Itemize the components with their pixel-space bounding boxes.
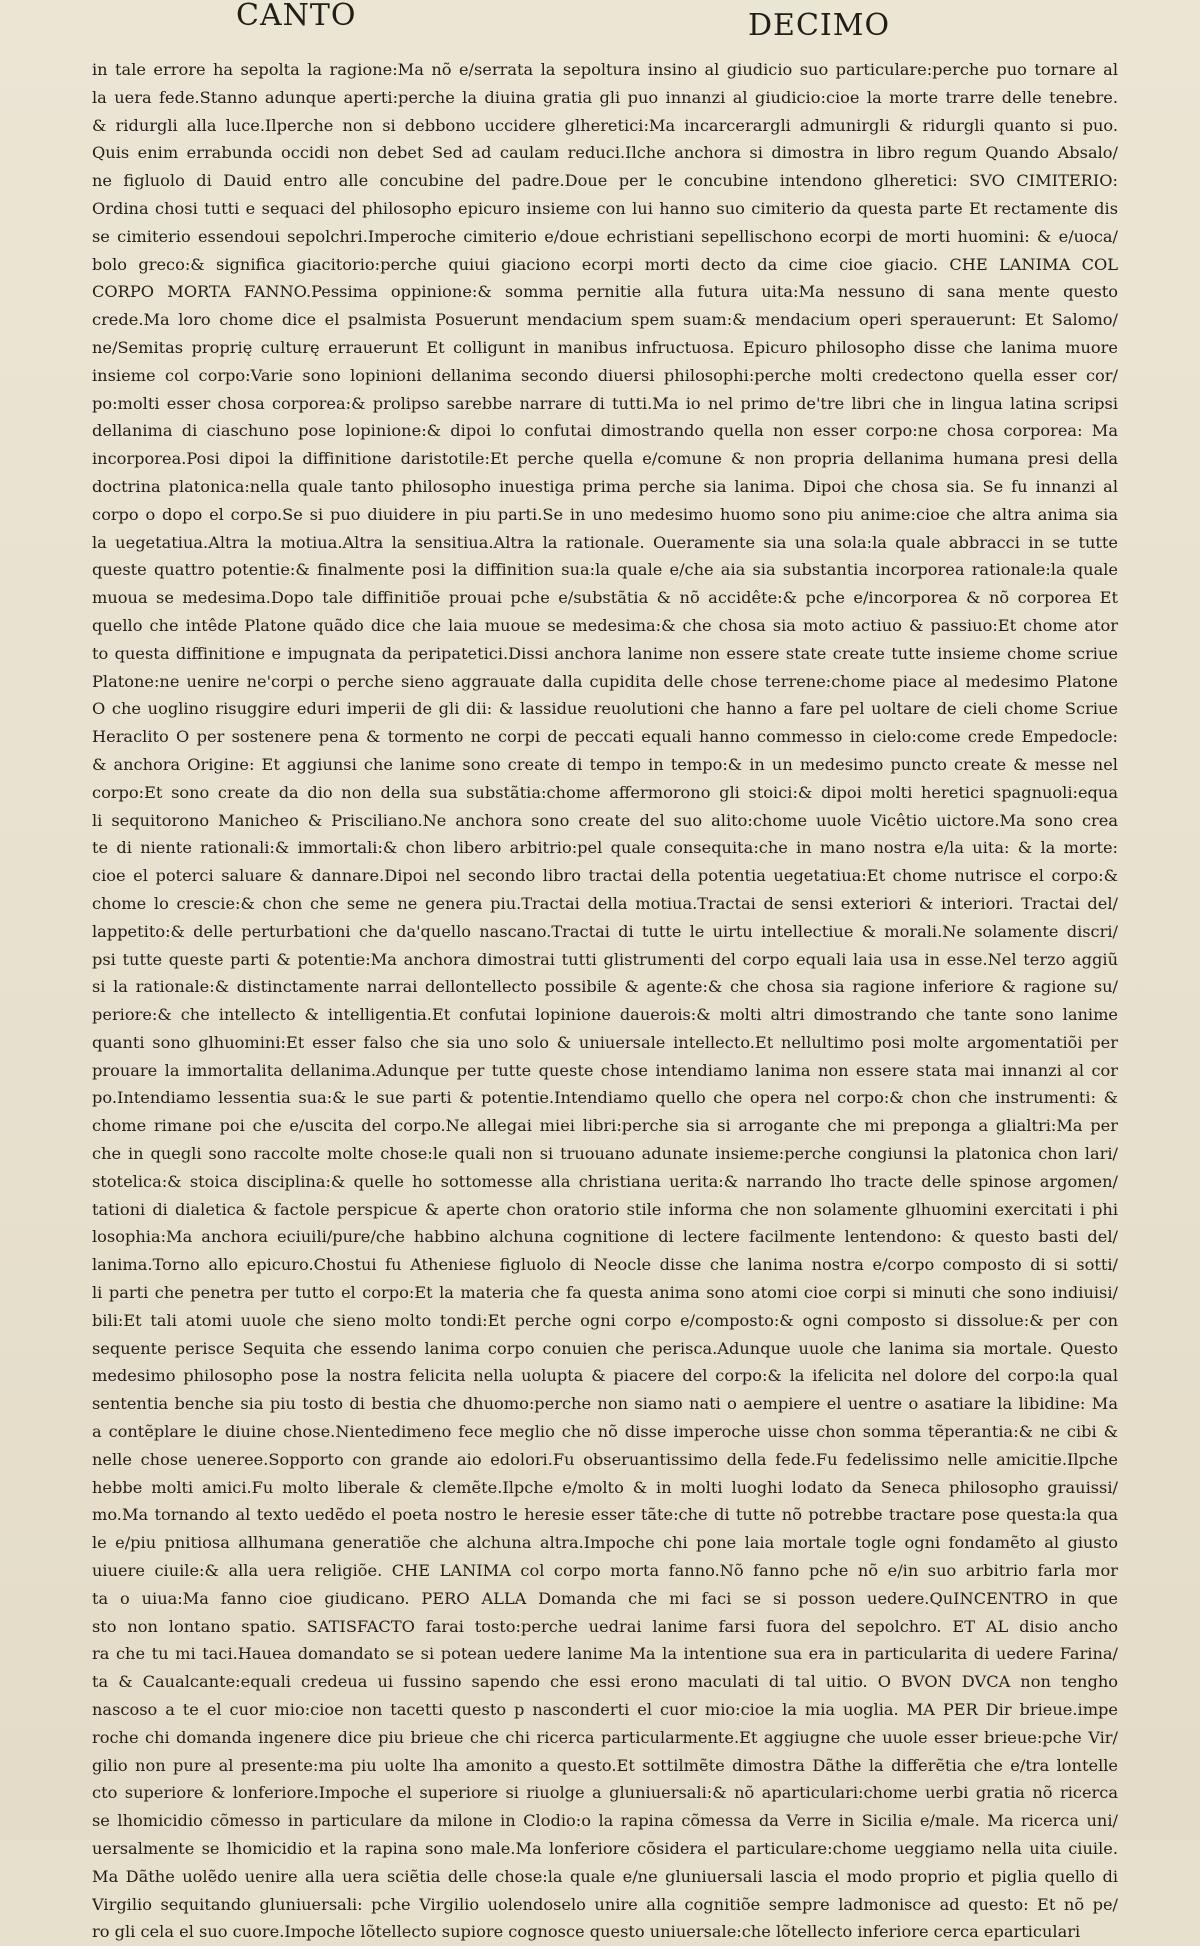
text-line: sto non lontano spatio. SATISFACTO farai tosto:perche uedrai lanime farsi fuora del sepolchro. ET AL disio ancho [92,1616,1118,1636]
text-line: psi tutte queste parti & potentie:Ma anchora dimostrai tutti glistrumenti del corpo equali laia usa in esse.Nel terzo aggiũ [92,949,1118,969]
text-line: se lhomicidio cõmesso in particulare da milone in Clodio:o la rapina cõmessa da Verre in Sicilia e/male. Ma ricerca uni/ [92,1811,1118,1831]
text-line: hebbe molti amici.Fu molto liberale & clemẽte.Ilpche e/molto & in molti luoghi lodato da Seneca philosopho grauissi/ [92,1477,1118,1497]
text-line: losophia:Ma anchora eciuili/pure/che habbino alchuna cognitione di lectere facilmente lentendono: & questo basti del/ [92,1227,1118,1247]
running-header [0,0,1200,60]
text-line: Platone:ne uenire ne'corpi o perche sieno aggrauate dalla cupidita delle chose terrene:chome piace al medesimo Platone [92,671,1118,691]
text-line: Ordina chosi tutti e sequaci del philosopho epicuro insieme con lui hanno suo cimiterio da questa parte Et rectamente dis [92,198,1118,218]
text-line: ta o uiua:Ma fanno cioe giudicano. PERO ALLA Domanda che mi faci se si posson uedere.QuINCENTRO in que [92,1588,1118,1608]
text-line: queste quattro potentie:& finalmente posi la diffinition sua:la quale e/che aia sia substantia incorporea rationale:la quale [92,560,1118,580]
text-line: Ma Dãthe uolẽdo uenire alla uera sciẽtia delle chose:la quale e/ne gluniuersali lascia el modo proprio et piglia quello di [92,1866,1118,1886]
text-line: Quis enim errabunda occidi non debet Sed ad caulam reduci.Ilche anchora si dimostra in libro regum Quando Absalo/ [92,143,1118,163]
text-line: O che uoglino risuggire eduri imperii de gli dii: & lassidue reuolutioni che hanno a fare pel uoltare de cieli chome Scriue [92,699,1118,719]
text-line: cioe el poterci saluare & dannare.Dipoi nel secondo libro tractai della potentia uegetatiua:Et chome nutrisce el corpo:& [92,866,1118,886]
text-line: ro gli cela el suo cuore.Impoche lõtellecto supiore cognosce questo uniuersale:che lõtellecto inferiore cerca eparticulari [92,1922,1081,1942]
text-line: CORPO MORTA FANNO.Pessima oppinione:& somma pernitie alla futura uita:Ma nessuno di sana mente questo [92,282,1118,302]
text-line: po:molti esser chosa corporea:& prolipso sarebbe narrare di tutti.Ma io nel primo de'tre libri che in lingua latina scripsi [92,393,1118,413]
text-line: ne figluolo di Dauid entro alle concubine del padre.Doue per le concubine intendono glheretici: SVO CIMITERIO: [92,171,1118,191]
text-line: to questa diffinitione e impugnata da peripatetici.Dissi anchora lanime non essere state create tutte insieme chome scriue [92,643,1118,663]
text-line: le e/piu pnitiosa allhumana generatiõe che alchuna altra.Impoche chi pone laia mortale togle ogni fondamẽto al giusto [92,1533,1118,1553]
text-line: incorporea.Posi dipoi la diffinitione daristotile:Et perche quella e/comune & non propria dellanima humana presi della [92,449,1118,469]
text-line: si la rationale:& distinctamente narrai dellontellecto possibile & agente:& che chosa sia ragione inferiore & ragione su/ [92,977,1118,997]
text-line: & ridurgli alla luce.Ilperche non si debbono uccidere glheretici:Ma incarcerargli admunirgli & ridurgli quanto si puo. [92,115,1118,135]
header-canto: CANTO [236,0,357,33]
text-line: chome lo crescie:& chon che seme ne genera piu.Tractai della motiua.Tractai de sensi exteriori & interiori. Tractai del/ [92,893,1118,913]
text-line: sequente perisce Sequita che essendo lanima corpo conuien che perisca.Adunque uuole che lanima sia mortale. Questo [92,1338,1118,1358]
text-line: medesimo philosopho pose la nostra felicita nella uolupta & piacere del corpo:& la ifelicita nel dolore del corpo:la qual [92,1366,1118,1386]
text-line: gilio non pure al presente:ma piu uolte lha amonito a questo.Et sottilmẽte dimostra Dãthe la differẽtia che e/tra lontelle [92,1755,1118,1775]
text-line: tationi di dialetica & factole perspicue & aperte chon oratorio stile informa che non solamente glhuomini exercitati i phi [92,1199,1118,1219]
text-line: periore:& che intellecto & intelligentia.Et confutai lopinione dauerois:& molti altri dimostrando che tante sono lanime [92,1005,1118,1025]
text-line: ra che tu mi taci.Hauea domandato se si potean uedere lanime Ma la intentione sua era in particularita di uedere Farina/ [92,1644,1118,1664]
text-line: la uera fede.Stanno adunque aperti:perche la diuina gratia gli puo innanzi al giudicio:cioe la morte trarre delle tenebre. [92,87,1118,107]
text-line: insieme col corpo:Varie sono lopinioni dellanima secondo diuersi philosophi:perche molti credectono quella esser cor/ [92,365,1118,385]
text-line: stotelica:& stoica disciplina:& quelle ho sottomesse alla christiana uerita:& narrando lho tracte delle spinose argomen/ [92,1171,1118,1191]
text-line: prouare la immortalita dellanima.Adunque per tutte queste chose intendiamo lanima non essere stata mai innanzi al cor [92,1060,1118,1080]
text-line: chome rimane poi che e/uscita del corpo.Ne allegai miei libri:perche sia si arrogante che mi preponga a glialtri:Ma per [92,1116,1118,1136]
text-line: muoua se medesima.Dopo tale diffinitiõe prouai pche e/substãtia & nõ accidête:& pche e/incorporea & nõ corporea Et [92,588,1118,608]
text-line: cto superiore & lonferiore.Impoche el superiore si riuolge a gluniuersali:& nõ aparticulari:chome uerbi gratia nõ ricerca [92,1783,1118,1803]
text-line: a contẽplare le diuine chose.Nientedimeno fece meglio che nõ disse imperoche uisse chon somma tẽperantia:& ne cibi & [92,1422,1118,1442]
text-line: la uegetatiua.Altra la motiua.Altra la sensitiua.Altra la rationale. Oueramente sia una sola:la quale abbracci in se tutte [92,532,1118,552]
text-line: te di niente rationali:& immortali:& chon libero arbitrio:pel quale consequita:che in mano nostra e/la uita: & la morte: [92,838,1118,858]
text-line: che in quegli sono raccolte molte chose:le quali non si truouano adunate insieme:perche congiunsi la platonica chon lari/ [92,1144,1118,1164]
text-line: lappetito:& delle perturbationi che da'quello nascano.Tractai di tutte le uirtu intellectiue & morali.Ne solamente discri/ [92,921,1118,941]
text-line: & anchora Origine: Et aggiunsi che lanime sono create di tempo in tempo:& in un medesimo puncto create & messe nel [92,754,1118,774]
text-line: se cimiterio essendoui sepolchri.Imperoche cimiterio e/doue echristiani sepellischono ecorpi de morti huomini: & e/uoca/ [92,226,1118,246]
text-line: sententia benche sia piu tosto di bestia che dhuomo:perche non siamo nati o aempiere el uentre o asatiare la libidine: Ma [92,1394,1118,1414]
header-decimo: DECIMO [748,8,891,43]
text-line: bolo greco:& significa giacitorio:perche quiui giaciono ecorpi morti decto da cime cioe giacio. CHE LANIMA COL [92,254,1118,274]
text-line: nelle chose ueneree.Sopporto con grande aio edolori.Fu obseruantissimo della fede.Fu fedelissimo nelle amicitie.Ilpche [92,1449,1118,1469]
text-line: corpo:Et sono create da dio non della sua substãtia:chome affermorono gli stoici:& dipoi molti heretici spagnuoli:equa [92,782,1118,802]
text-line: roche chi domanda ingenere dice piu brieue che chi ricerca particularmente.Et aggiugne che uuole esser brieue:pche Vir/ [92,1727,1118,1747]
text-line: crede.Ma loro chome dice el psalmista Posuerunt mendacium spem suam:& mendacium operi sperauerunt: Et Salomo/ [92,310,1118,330]
text-line: quello che intêde Platone quãdo dice che laia muoue se medesima:& che chosa sia moto actiuo & passiuo:Et chome ator [92,615,1118,635]
text-line: lanima.Torno allo epicuro.Chostui fu Atheniese figluolo di Neocle disse che lanima nostra e/corpo composto di si sotti/ [92,1255,1118,1275]
text-line: in tale errore ha sepolta la ragione:Ma nõ e/serrata la sepoltura insino al giudicio suo particulare:perche puo tornare al [92,60,1118,79]
text-line: po.Intendiamo lessentia sua:& le sue parti & potentie.Intendiamo quello che opera nel corpo:& chon che instrumenti: & [92,1088,1118,1108]
text-line: mo.Ma tornando al texto uedẽdo el poeta nostro le heresie esser tãte:che di tutte nõ potrebbe tractare pose questa:la qua [92,1505,1118,1525]
text-line: li parti che penetra per tutto el corpo:Et la materia che fa questa anima sono atomi cioe corpi si minuti che sono indiuisi/ [92,1283,1118,1303]
text-line: uiuere ciuile:& alla uera religiõe. CHE LANIMA col corpo morta fanno.Nõ fanno pche nõ e/in suo arbitrio farla mor [92,1561,1118,1581]
text-line: doctrina platonica:nella quale tanto philosopho inuestiga prima perche sia lanima. Dipoi che chosa sia. Se fu innanzi al [92,476,1118,496]
text-line: Virgilio sequitando gluniuersali: pche Virgilio uolendoselo unire alla cognitiõe sempre ladmonisce ad questo: Et nõ pe/ [92,1894,1118,1914]
text-line: li sequitorono Manicheo & Prisciliano.Ne anchora sono create del suo alito:chome uuole Vicêtio uictore.Ma sono crea [92,810,1118,830]
text-line: bili:Et tali atomi uuole che sieno molto tondi:Et perche ogni corpo e/composto:& ogni composto si dissolue:& per con [92,1310,1118,1330]
text-line: Heraclito O per sostenere pena & tormento ne corpi de peccati equali hanno commesso in cielo:come crede Empedocle: [92,727,1118,747]
text-line: quanti sono glhuomini:Et esser falso che sia uno solo & uniuersale intellecto.Et nellultimo posi molte argomentatiõi per [92,1032,1118,1052]
text-line: ta & Caualcante:equali credeua ui fussino sapendo che essi erono maculati di tal uitio. O BVON DVCA non tengho [92,1672,1118,1692]
text-line: corpo o dopo el corpo.Se si puo diuidere in piu parti.Se in uno medesimo huomo sono piu anime:cioe che altra anima sia [92,504,1118,524]
text-line: nascoso a te el cuor mio:cioe non tacetti questo p nasconderti el cuor mio:cioe la mia uoglia. MA PER Dir brieue.impe [92,1700,1118,1720]
text-line: uersalmente se lhomicidio et la rapina sono male.Ma lonferiore cõsidera el particulare:chome ueggiamo nella uita ciuile. [92,1839,1118,1858]
commentary-text-block [92,56,1118,1946]
text-line: dellanima di ciaschuno pose lopinione:& dipoi lo confutai dimostrando quella non esser corpo:ne chosa corporea: Ma [92,421,1118,441]
text-line: ne/Semitas proprię culturę errauerunt Et colligunt in manibus infructuosa. Epicuro philosopho disse che lanima muore [92,337,1118,357]
